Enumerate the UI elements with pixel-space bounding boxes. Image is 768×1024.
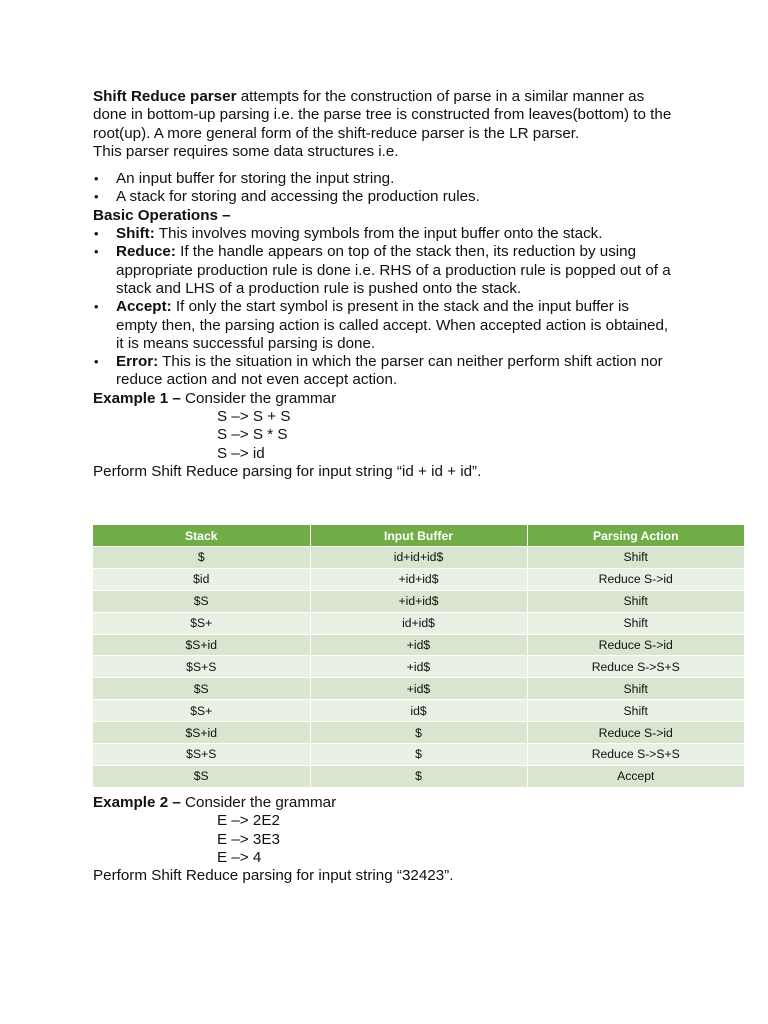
cell-action: Shift	[527, 612, 744, 634]
operation-error	[93, 353, 673, 390]
document-body	[93, 88, 673, 481]
example2-section	[93, 794, 673, 885]
operation-term: Reduce:	[116, 243, 176, 261]
cell-stack: $S+	[93, 700, 310, 722]
cell-action: Shift	[527, 678, 744, 700]
table-row	[93, 722, 744, 744]
grammar-rule: S –> S * S	[217, 426, 288, 444]
cell-action: Accept	[527, 765, 744, 786]
cell-stack: $	[93, 547, 310, 569]
cell-stack: $S+id	[93, 634, 310, 656]
grammar-rule: S –> id	[217, 444, 265, 462]
operations-list	[93, 225, 673, 390]
cell-action: Shift	[527, 590, 744, 612]
cell-action: Reduce S->S+S	[527, 656, 744, 678]
example2-heading	[93, 794, 673, 812]
header-parsing-action: Parsing Action	[527, 525, 744, 547]
cell-input: +id+id$	[310, 568, 527, 590]
cell-input: id+id+id$	[310, 547, 527, 569]
header-stack: Stack	[93, 525, 310, 547]
table-row	[93, 612, 744, 634]
grammar-rule: E –> 4	[217, 848, 262, 866]
intro-term: Shift Reduce parser	[93, 88, 237, 105]
operation-term: Accept:	[116, 298, 172, 316]
intro-text: attempts for the construction of parse in a similar manner as done in bottom-up parsing i.e. the parse tree is constructed from leaves(bottom) to the root(up). A more general form of the shift-reduce parser is the LR parser.	[93, 88, 672, 142]
cell-input: $	[310, 722, 527, 744]
list-item: • A stack for storing and accessing the production rules.	[93, 188, 673, 206]
table-header-row	[93, 525, 744, 547]
cell-stack: $S	[93, 590, 310, 612]
parsing-table-container	[93, 525, 744, 787]
cell-stack: $S+	[93, 612, 310, 634]
list-item: • An input buffer for storing the input string.	[93, 170, 673, 188]
table-row	[93, 765, 744, 786]
grammar-rule: E –> 2E2	[217, 812, 280, 830]
table-row	[93, 634, 744, 656]
operation-text: This is the situation in which the parser can neither perform shift action nor reduce action and not even accept action.	[116, 353, 663, 389]
intro-paragraph	[93, 88, 673, 143]
cell-input: id$	[310, 700, 527, 722]
parsing-table	[93, 525, 744, 787]
operation-term: Shift:	[116, 225, 155, 243]
cell-input: +id+id$	[310, 590, 527, 612]
cell-action: Reduce S->id	[527, 722, 744, 744]
grammar-rule: S –> S + S	[217, 408, 291, 426]
basic-ops-heading-text: Basic Operations –	[93, 206, 231, 224]
cell-action: Shift	[527, 700, 744, 722]
header-input-buffer: Input Buffer	[310, 525, 527, 547]
table-row	[93, 744, 744, 766]
table-row	[93, 700, 744, 722]
cell-stack: $S	[93, 765, 310, 786]
example2-text: Consider the grammar	[180, 794, 337, 811]
cell-action: Shift	[527, 547, 744, 569]
example2-task: Perform Shift Reduce parsing for input string “32423”.	[93, 867, 454, 885]
grammar-rule: E –> 3E3	[217, 830, 280, 848]
table-row	[93, 678, 744, 700]
table-row	[93, 590, 744, 612]
structures-list	[93, 170, 673, 207]
example2-label: Example 2 –	[93, 794, 181, 811]
cell-action: Reduce S->S+S	[527, 744, 744, 766]
cell-action: Reduce S->id	[527, 634, 744, 656]
requires-line: This parser requires some data structures i.e.	[93, 142, 399, 160]
example1-label: Example 1 –	[93, 389, 181, 407]
table-row	[93, 568, 744, 590]
basic-ops-heading	[93, 207, 673, 225]
cell-input: +id$	[310, 634, 527, 656]
cell-stack: $S+S	[93, 744, 310, 766]
operation-text: If the handle appears on top of the stack then, its reduction by using appropriate production rule is done i.e. RHS of a production rule is popped out of a stack and LHS of a production rule is pushed onto the stack.	[116, 243, 671, 297]
cell-input: $	[310, 744, 527, 766]
cell-input: +id$	[310, 656, 527, 678]
cell-stack: $S+id	[93, 722, 310, 744]
cell-stack: $S	[93, 678, 310, 700]
operation-shift	[93, 225, 673, 243]
cell-stack: $id	[93, 568, 310, 590]
example1-heading	[93, 390, 673, 408]
cell-input: +id$	[310, 678, 527, 700]
operation-accept	[93, 298, 673, 353]
operation-text: If only the start symbol is present in the stack and the input buffer is empty then, the parsing action is called accept. When accepted action is obtained, it is means successful parsing is done.	[116, 298, 669, 352]
cell-action: Reduce S->id	[527, 568, 744, 590]
example1-text: Consider the grammar	[180, 389, 337, 407]
cell-input: id+id$	[310, 612, 527, 634]
table-row	[93, 656, 744, 678]
cell-input: $	[310, 765, 527, 786]
operation-text: This involves moving symbols from the input buffer onto the stack.	[154, 225, 603, 243]
example1-task: Perform Shift Reduce parsing for input string “id + id + id”.	[93, 462, 482, 480]
operation-reduce	[93, 243, 673, 298]
operation-term: Error:	[116, 353, 159, 371]
cell-stack: $S+S	[93, 656, 310, 678]
table-row	[93, 547, 744, 569]
